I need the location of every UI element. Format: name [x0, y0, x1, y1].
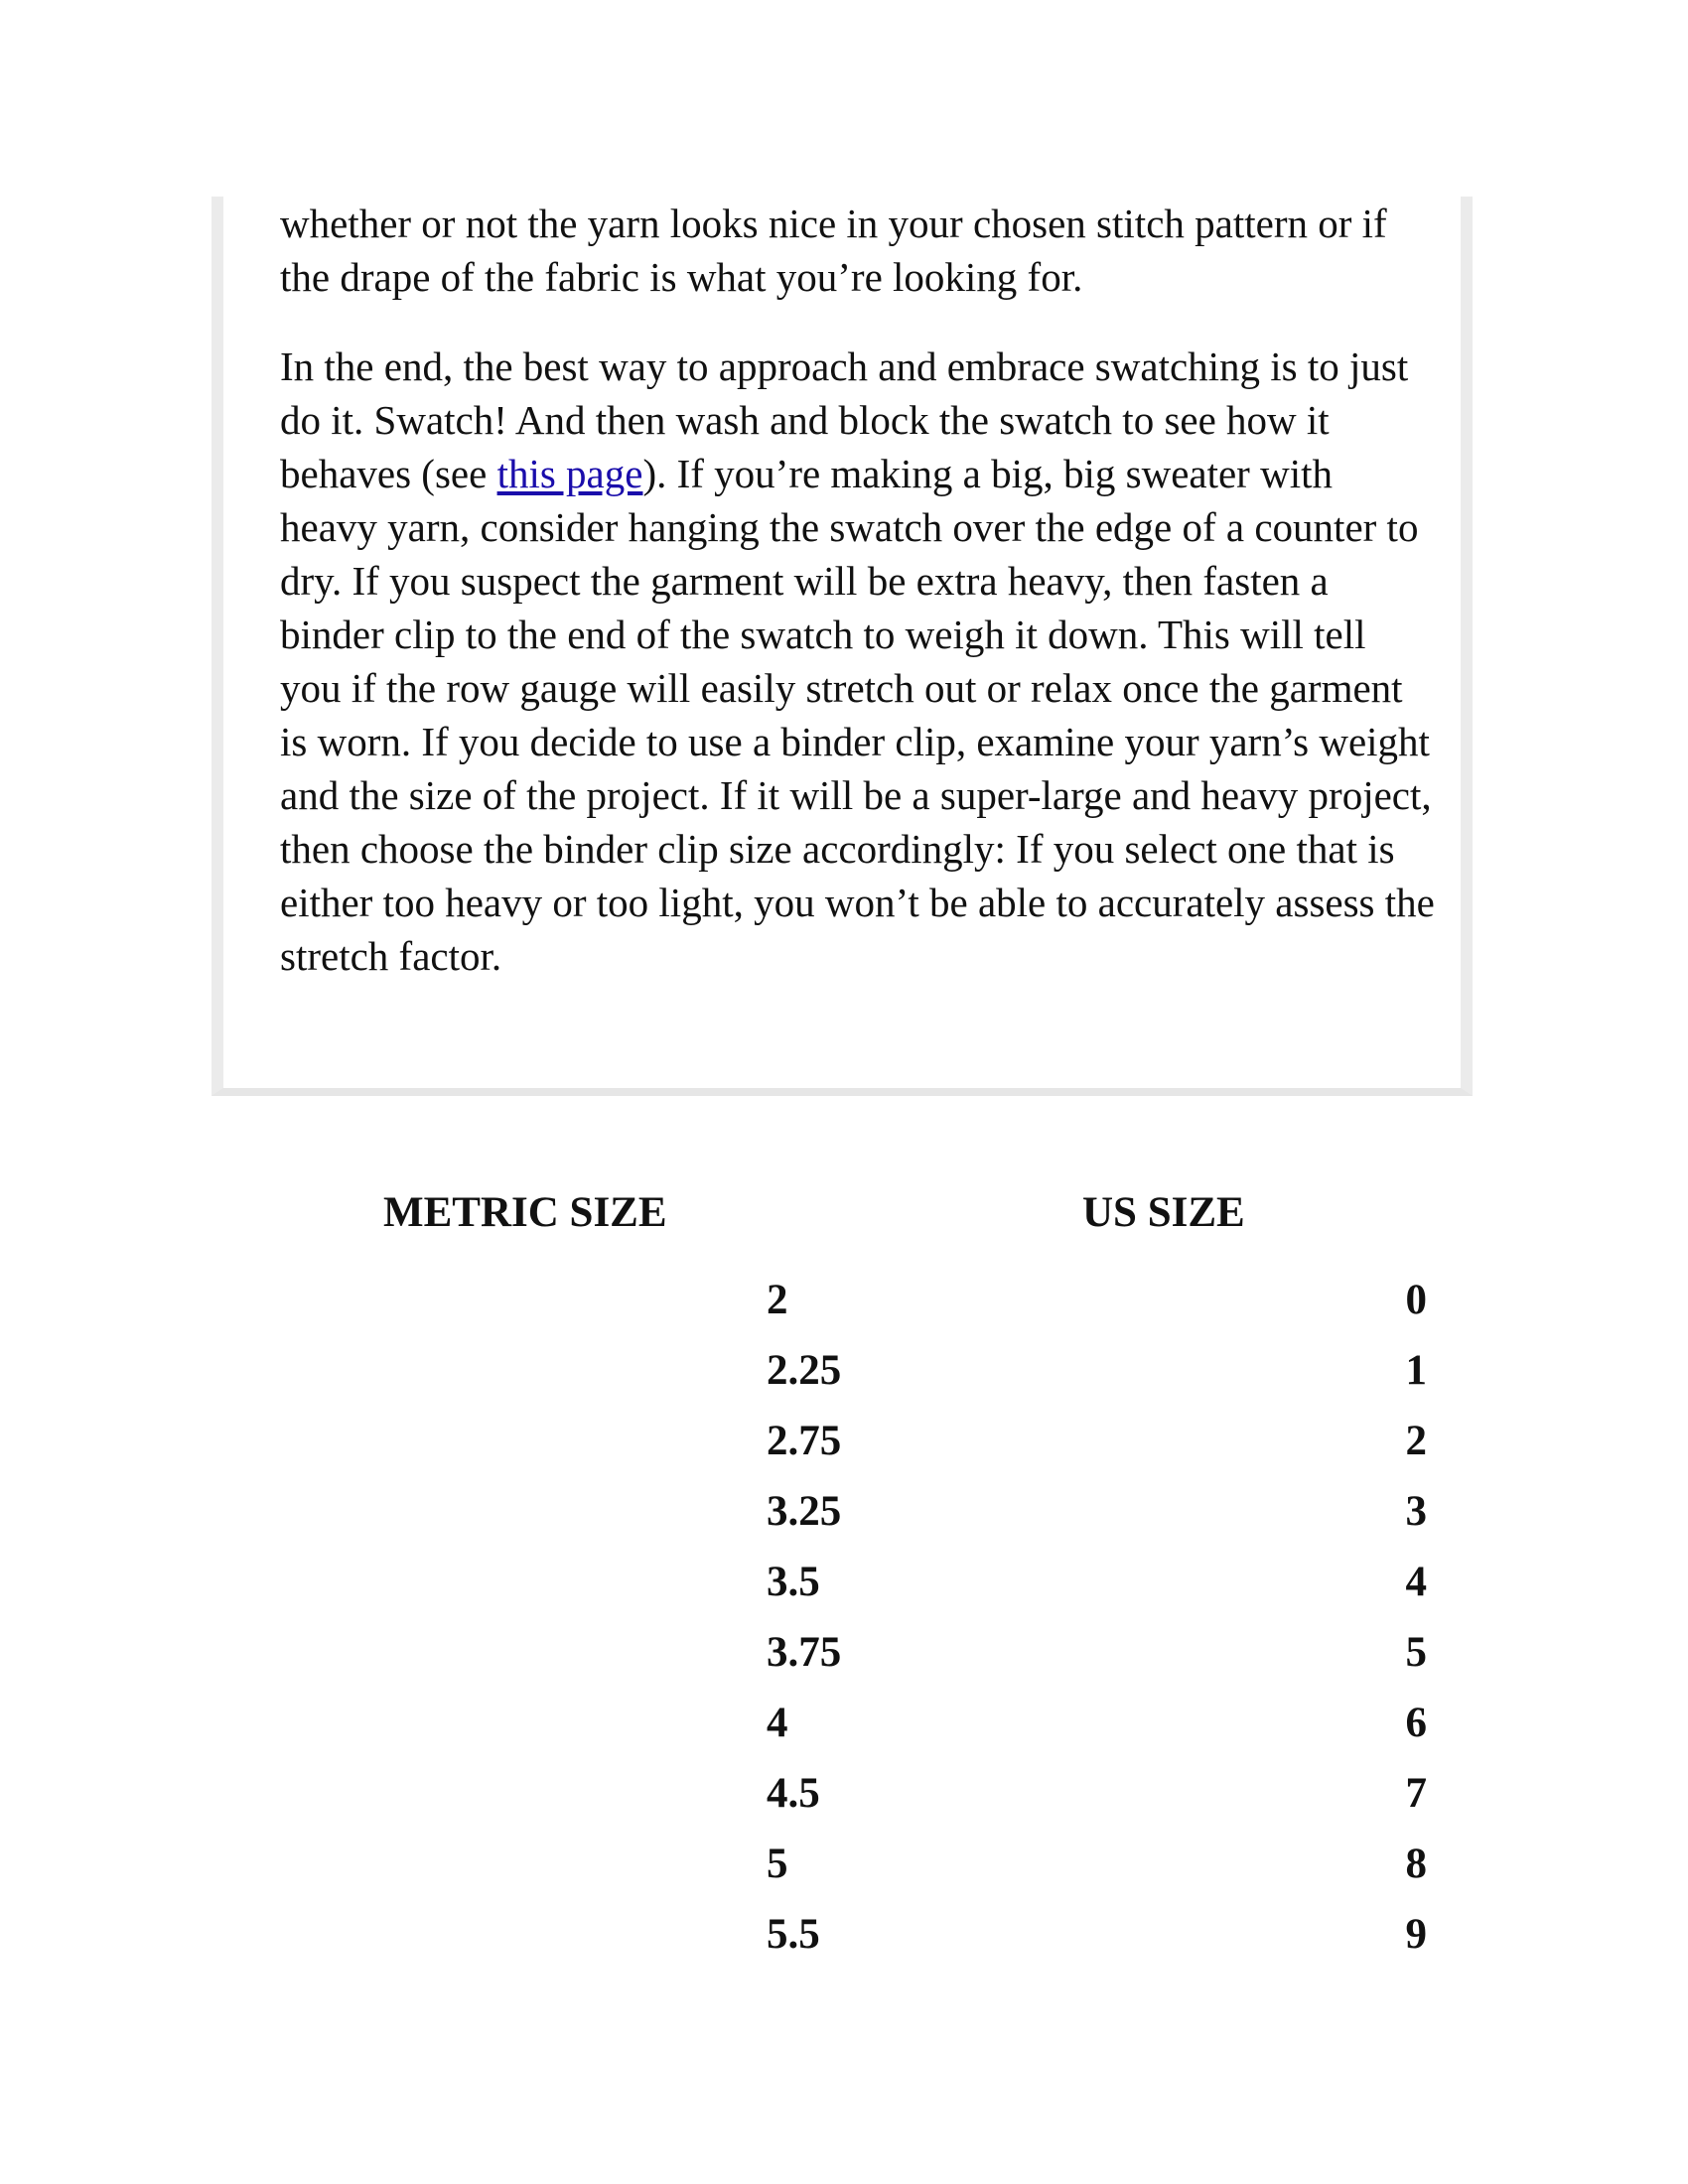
table-row [0, 1485, 1688, 1539]
us-size-cell: 1 [1405, 1347, 1427, 1394]
us-size-cell: 2 [1405, 1418, 1427, 1464]
paragraph-drape [280, 197, 1437, 304]
us-size-cell: 8 [1405, 1841, 1427, 1887]
metric-size-cell: 2.25 [767, 1347, 842, 1394]
paragraph-swatching-text-start: In the end, the best way to approach and embrace swatching is to just do it. Swatch! And then wash and block the swatch to see how it behaves (see [280, 343, 1409, 496]
paragraph-drape-text: whether or not the yarn looks nice in your chosen stitch pattern or if the drape of the fabric is what you’re looking for. [280, 201, 1387, 300]
paragraph-swatching-text-end: ). If you’re making a big, big sweater with heavy yarn, consider hanging the swatch over the edge of a counter to dry. If you suspect the garment will be extra heavy, then fasten a binder clip to the end of the swatch to weigh it down. This will tell you if the row gauge will easily stretch out or relax once the garment is worn. If you decide to use a binder clip, examine your yarn’s weight and the size of the project. If it will be a super-large and heavy project, then choose the binder clip size accordingly: If you select one that is either too heavy or too light, you won’t be able to accurately assess the stretch factor. [280, 451, 1435, 979]
metric-size-cell: 4 [767, 1700, 788, 1746]
us-size-cell: 5 [1405, 1629, 1427, 1676]
us-size-header: US SIZE [1082, 1189, 1245, 1236]
us-size-cell: 4 [1405, 1559, 1427, 1605]
us-size-cell: 0 [1405, 1277, 1427, 1323]
metric-size-cell: 3.5 [767, 1559, 820, 1605]
text-box [211, 197, 1473, 1096]
metric-size-cell: 2 [767, 1277, 788, 1323]
this-page-link[interactable]: this page [496, 451, 643, 496]
metric-size-cell: 3.75 [767, 1629, 842, 1676]
table-row [0, 1908, 1688, 1962]
us-size-cell: 7 [1405, 1770, 1427, 1817]
table-row [0, 1697, 1688, 1750]
metric-size-cell: 2.75 [767, 1418, 842, 1464]
paragraph-swatching [280, 340, 1437, 983]
metric-size-cell: 5.5 [767, 1911, 820, 1958]
us-size-cell: 3 [1405, 1488, 1427, 1535]
metric-size-cell: 4.5 [767, 1770, 820, 1817]
table-row [0, 1415, 1688, 1468]
table-row [0, 1274, 1688, 1327]
table-row [0, 1838, 1688, 1891]
table-row [0, 1767, 1688, 1821]
table-row [0, 1344, 1688, 1398]
text-content [280, 197, 1437, 983]
table-row [0, 1556, 1688, 1609]
table-row [0, 1626, 1688, 1680]
metric-size-cell: 3.25 [767, 1488, 842, 1535]
metric-size-header: METRIC SIZE [383, 1189, 667, 1236]
us-size-cell: 9 [1405, 1911, 1427, 1958]
us-size-cell: 6 [1405, 1700, 1427, 1746]
metric-size-cell: 5 [767, 1841, 788, 1887]
